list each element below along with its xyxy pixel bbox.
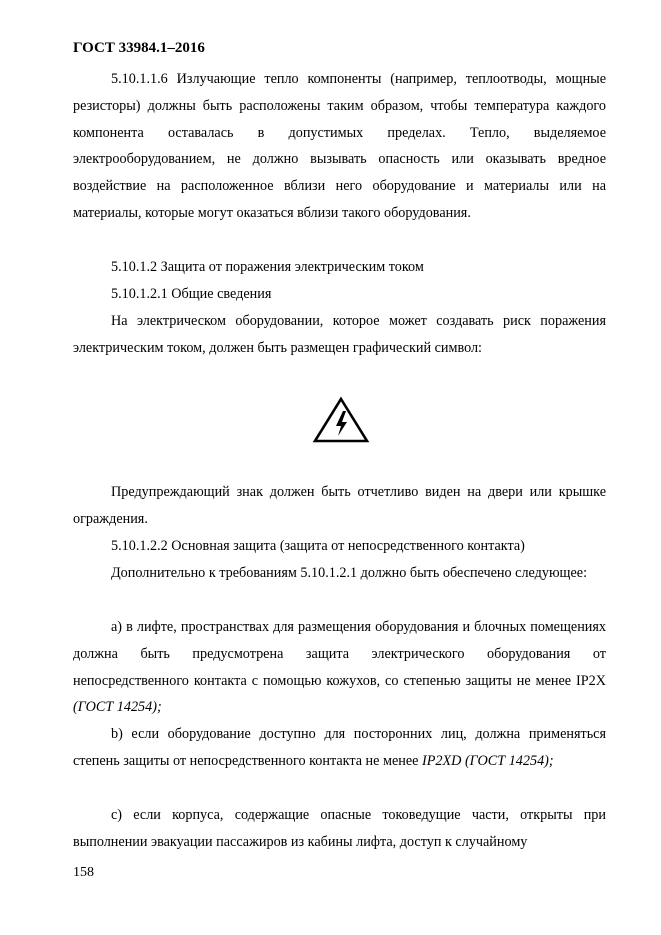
- document-header: ГОСТ 33984.1–2016: [73, 40, 205, 56]
- list-item-b: [73, 721, 606, 775]
- paragraph-5-10-1-1-6: 5.10.1.1.6 Излучающие тепло компоненты (например, теплоотводы, мощные резисторы) должны быть расположены таким образом, чтобы температура каждого компонента оставалась в допустимых пределах. Тепло, выделяемое электрооборудованием, не должно вызывать опасность или оказывать вредное воздействие на расположенное вблизи него оборудование и материалы или на материалы, которые могут оказаться вблизи такого оборудования.: [73, 71, 606, 221]
- list-item-a-text: а) в лифте, пространствах для размещения оборудования и блочных помещениях должна быть предусмотрена защита электрического оборудования от непосредственного контакта с помощью кожухов, со степенью защиты не менее IP2X: [73, 619, 606, 689]
- list-item-b-text: b) если оборудование доступно для посторонних лиц, должна применяться степень защиты от непосредственного контакта не менее: [73, 726, 606, 769]
- paragraph-warning-sign: Предупреждающий знак должен быть отчетливо виден на двери или крышке ограждения.: [73, 484, 606, 527]
- paragraph-additional-requirements: Дополнительно к требованиям 5.10.1.2.1 должно быть обеспечено следующее:: [111, 565, 588, 581]
- list-item-a: [73, 614, 606, 721]
- list-item-a-reference: (ГОСТ 14254);: [73, 699, 162, 716]
- high-voltage-warning-icon: [312, 396, 370, 444]
- page-number: 158: [73, 865, 94, 880]
- section-heading-5-10-1-2: 5.10.1.2 Защита от поражения электрическим током: [111, 259, 424, 275]
- section-heading-5-10-1-2-2: 5.10.1.2.2 Основная защита (защита от непосредственного контакта): [111, 538, 525, 554]
- paragraph-symbol-requirement: На электрическом оборудовании, которое может создавать риск поражения электрическим током, должен быть размещен графический символ:: [73, 313, 606, 356]
- list-item-c: с) если корпуса, содержащие опасные токоведущие части, открыты при выполнении эвакуации пассажиров из кабины лифта, доступ к случайному: [73, 807, 606, 850]
- list-item-b-reference: IP2XD (ГОСТ 14254);: [422, 752, 554, 769]
- section-heading-5-10-1-2-1: 5.10.1.2.1 Общие сведения: [111, 286, 272, 302]
